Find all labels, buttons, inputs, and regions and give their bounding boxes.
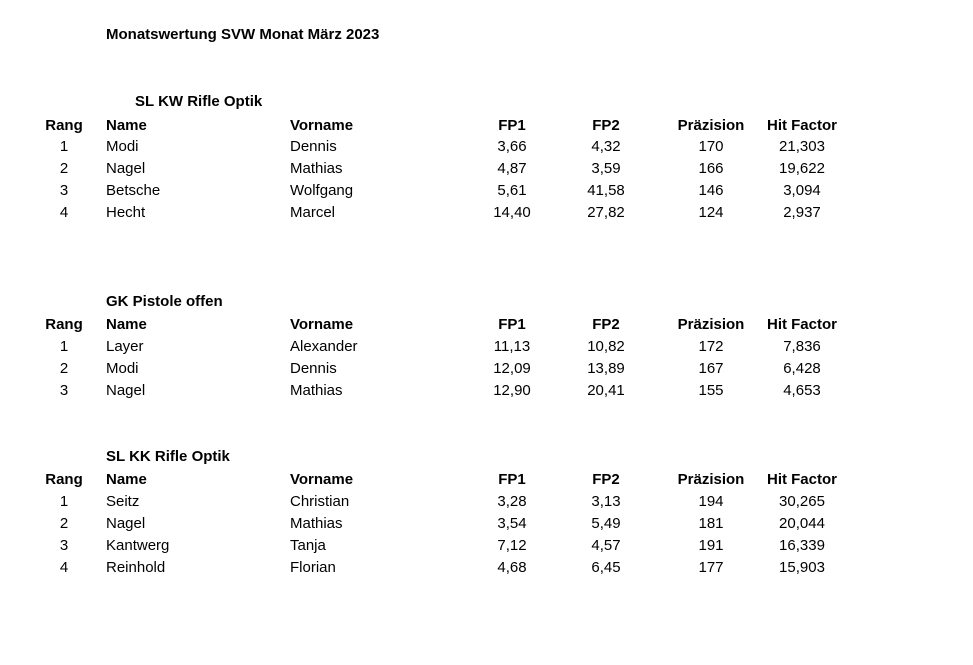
column-header-praezision: Präzision: [677, 316, 745, 333]
cell-name: Reinhold: [106, 559, 166, 576]
cell-fp2: 4,32: [591, 138, 621, 155]
cell-vorname: Florian: [290, 559, 336, 576]
cell-name: Modi: [106, 138, 139, 155]
cell-rang: 2: [59, 160, 69, 177]
page-title: Monatswertung SVW Monat März 2023: [106, 26, 380, 43]
column-header-hit-factor: Hit Factor: [766, 316, 837, 333]
cell-name: Betsche: [106, 182, 161, 199]
cell-hit-factor: 7,836: [783, 338, 821, 355]
cell-fp1: 12,09: [493, 360, 531, 377]
cell-name: Hecht: [106, 204, 146, 221]
column-header-fp2: FP2: [592, 316, 620, 333]
cell-praezision: 181: [698, 515, 724, 532]
column-header-fp1: FP1: [498, 316, 526, 333]
cell-hit-factor: 2,937: [783, 204, 821, 221]
table-row: [0, 138, 973, 160]
cell-hit-factor: 19,622: [779, 160, 825, 177]
cell-rang: 4: [59, 559, 69, 576]
cell-rang: 1: [59, 138, 69, 155]
table-row: [0, 182, 973, 204]
table-row: [0, 559, 973, 581]
cell-fp2: 10,82: [587, 338, 625, 355]
cell-vorname: Christian: [290, 493, 350, 510]
cell-vorname: Mathias: [290, 515, 343, 532]
column-header-praezision: Präzision: [677, 117, 745, 134]
cell-praezision: 155: [698, 382, 724, 399]
cell-hit-factor: 3,094: [783, 182, 821, 199]
cell-rang: 1: [59, 493, 69, 510]
cell-name: Kantwerg: [106, 537, 170, 554]
table-row: [0, 360, 973, 382]
cell-fp1: 5,61: [497, 182, 527, 199]
cell-fp1: 4,87: [497, 160, 527, 177]
column-header-name: Name: [106, 316, 147, 333]
section-title: GK Pistole offen: [106, 293, 223, 310]
cell-praezision: 172: [698, 338, 724, 355]
cell-name: Nagel: [106, 160, 146, 177]
cell-fp2: 5,49: [591, 515, 621, 532]
column-header-rang: Rang: [45, 316, 83, 333]
cell-name: Nagel: [106, 382, 146, 399]
cell-vorname: Mathias: [290, 160, 343, 177]
cell-fp2: 41,58: [587, 182, 625, 199]
table-header: [0, 117, 973, 139]
cell-rang: 4: [59, 204, 69, 221]
table-row: [0, 160, 973, 182]
cell-rang: 1: [59, 338, 69, 355]
cell-fp2: 4,57: [591, 537, 621, 554]
column-header-vorname: Vorname: [290, 316, 354, 333]
table-header: [0, 471, 973, 493]
cell-rang: 3: [59, 182, 69, 199]
cell-vorname: Alexander: [290, 338, 358, 355]
cell-fp2: 13,89: [587, 360, 625, 377]
cell-hit-factor: 30,265: [779, 493, 825, 510]
cell-fp2: 6,45: [591, 559, 621, 576]
cell-vorname: Mathias: [290, 382, 343, 399]
cell-name: Seitz: [106, 493, 140, 510]
cell-hit-factor: 20,044: [779, 515, 825, 532]
cell-fp1: 3,66: [497, 138, 527, 155]
column-header-fp2: FP2: [592, 471, 620, 488]
cell-fp2: 3,59: [591, 160, 621, 177]
cell-hit-factor: 4,653: [783, 382, 821, 399]
cell-praezision: 166: [698, 160, 724, 177]
cell-fp1: 3,54: [497, 515, 527, 532]
cell-name: Nagel: [106, 515, 146, 532]
cell-hit-factor: 15,903: [779, 559, 825, 576]
section-title: SL KW Rifle Optik: [135, 93, 263, 110]
column-header-fp1: FP1: [498, 471, 526, 488]
cell-vorname: Marcel: [290, 204, 336, 221]
cell-praezision: 124: [698, 204, 724, 221]
cell-vorname: Dennis: [290, 360, 337, 377]
table-row: [0, 204, 973, 226]
column-header-praezision: Präzision: [677, 471, 745, 488]
cell-fp1: 3,28: [497, 493, 527, 510]
cell-fp2: 3,13: [591, 493, 621, 510]
column-header-rang: Rang: [45, 471, 83, 488]
cell-praezision: 170: [698, 138, 724, 155]
cell-rang: 2: [59, 515, 69, 532]
cell-rang: 3: [59, 537, 69, 554]
cell-fp1: 4,68: [497, 559, 527, 576]
column-header-rang: Rang: [45, 117, 83, 134]
table-header: [0, 316, 973, 338]
column-header-name: Name: [106, 471, 147, 488]
cell-rang: 2: [59, 360, 69, 377]
cell-fp2: 20,41: [587, 382, 625, 399]
cell-name: Modi: [106, 360, 139, 377]
column-header-name: Name: [106, 117, 147, 134]
column-header-hit-factor: Hit Factor: [766, 117, 837, 134]
section-title: SL KK Rifle Optik: [106, 448, 230, 465]
column-header-fp2: FP2: [592, 117, 620, 134]
cell-fp1: 14,40: [493, 204, 531, 221]
column-header-fp1: FP1: [498, 117, 526, 134]
table-row: [0, 515, 973, 537]
cell-fp1: 7,12: [497, 537, 527, 554]
column-header-hit-factor: Hit Factor: [766, 471, 837, 488]
table-row: [0, 382, 973, 404]
cell-name: Layer: [106, 338, 144, 355]
table-row: [0, 338, 973, 360]
cell-hit-factor: 6,428: [783, 360, 821, 377]
cell-praezision: 167: [698, 360, 724, 377]
cell-fp1: 12,90: [493, 382, 531, 399]
table-row: [0, 493, 973, 515]
cell-rang: 3: [59, 382, 69, 399]
cell-praezision: 146: [698, 182, 724, 199]
cell-praezision: 191: [698, 537, 724, 554]
cell-vorname: Dennis: [290, 138, 337, 155]
cell-vorname: Tanja: [290, 537, 326, 554]
column-header-vorname: Vorname: [290, 117, 354, 134]
column-header-vorname: Vorname: [290, 471, 354, 488]
cell-hit-factor: 16,339: [779, 537, 825, 554]
cell-hit-factor: 21,303: [779, 138, 825, 155]
cell-vorname: Wolfgang: [290, 182, 354, 199]
table-row: [0, 537, 973, 559]
cell-fp2: 27,82: [587, 204, 625, 221]
cell-fp1: 11,13: [493, 338, 531, 355]
cell-praezision: 177: [698, 559, 724, 576]
cell-praezision: 194: [698, 493, 724, 510]
